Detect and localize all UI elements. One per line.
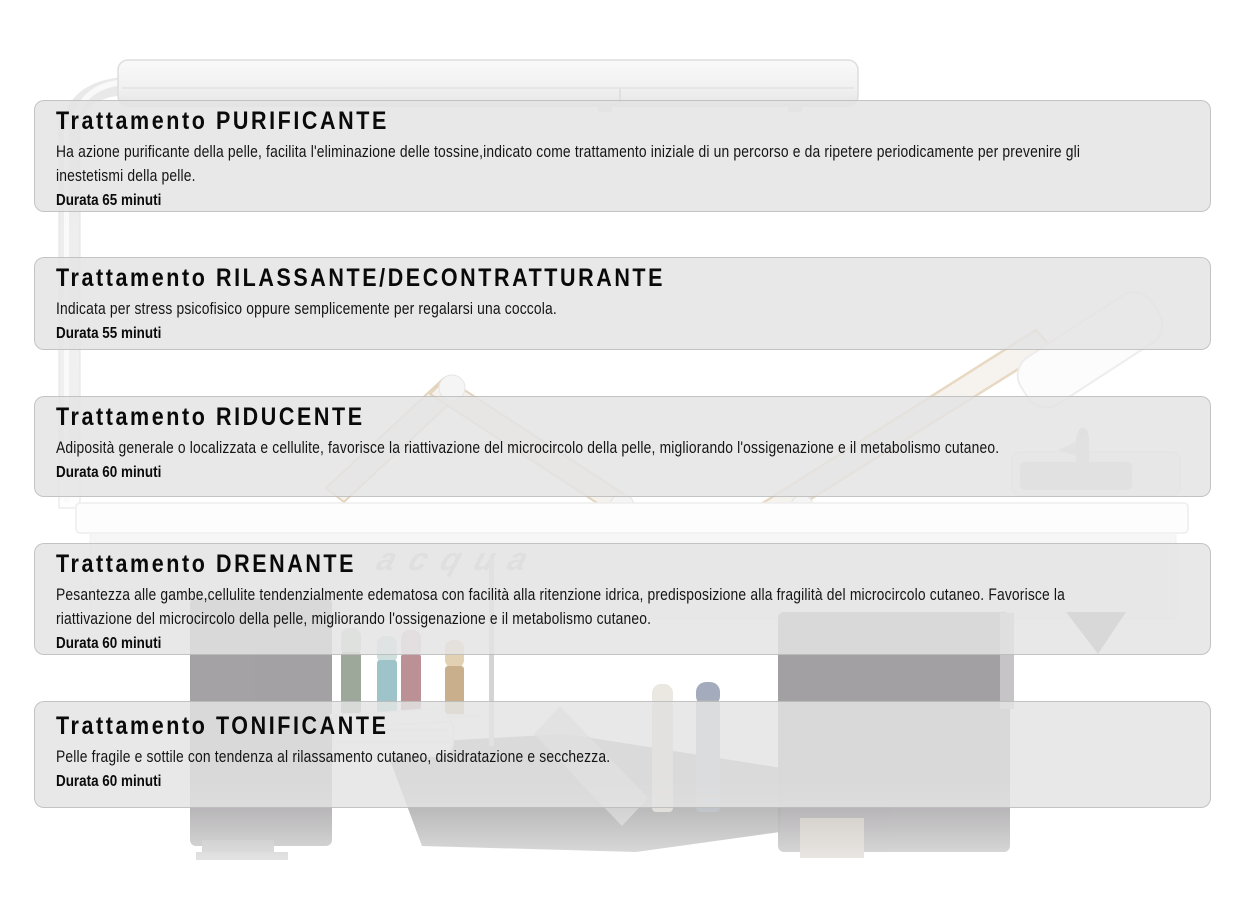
treatment-description: Pesantezza alle gambe,cellulite tendenzialmente edematosa con facilità alla ritenzione idrica, predisposizione alla fragilità del microcircolo cutaneo. Favorisce la riattivazione del microcircolo della pelle, migliorando l'ossigenazione e il metabolismo cutaneo. bbox=[56, 586, 1066, 628]
treatment-duration: Durata 60 minuti bbox=[56, 635, 162, 652]
treatment-card-purificante bbox=[34, 100, 1211, 212]
treatment-card-drenante bbox=[34, 543, 1211, 655]
treatment-body bbox=[56, 140, 1123, 211]
treatment-description: Indicata per stress psicofisico oppure semplicemente per regalarsi una coccola. bbox=[56, 300, 557, 318]
treatment-duration: Durata 60 minuti bbox=[56, 773, 162, 790]
treatment-description: Pelle fragile e sottile con tendenza al rilassamento cutaneo, disidratazione e secchezza. bbox=[56, 748, 611, 766]
treatment-title: Trattamento RIDUCENTE bbox=[56, 403, 365, 431]
treatment-body bbox=[56, 745, 1123, 792]
treatment-body bbox=[56, 436, 1123, 483]
treatment-body bbox=[56, 583, 1123, 654]
treatment-card-tonificante bbox=[34, 701, 1211, 808]
treatment-duration: Durata 60 minuti bbox=[56, 464, 162, 481]
treatment-duration: Durata 65 minuti bbox=[56, 192, 162, 209]
treatment-duration: Durata 55 minuti bbox=[56, 325, 162, 342]
treatment-title: Trattamento RILASSANTE/DECONTRATTURANTE bbox=[56, 264, 666, 292]
treatment-title: Trattamento PURIFICANTE bbox=[56, 107, 389, 135]
treatment-title: Trattamento DRENANTE bbox=[56, 550, 357, 578]
treatment-body bbox=[56, 297, 1123, 344]
treatment-card-rilassante-decontratturante bbox=[34, 257, 1211, 350]
treatment-title: Trattamento TONIFICANTE bbox=[56, 712, 389, 740]
treatment-card-riducente bbox=[34, 396, 1211, 497]
bed-frame-top bbox=[76, 503, 1188, 533]
treatment-description: Adiposità generale o localizzata e cellulite, favorisce la riattivazione del microcircolo della pelle, migliorando l'ossigenazione e il metabolismo cutaneo. bbox=[56, 439, 1000, 457]
treatment-description: Ha azione purificante della pelle, facilita l'eliminazione delle tossine,indicato come trattamento iniziale di un percorso e da ripetere periodicamente per prevenire gli inestetismi della pelle. bbox=[56, 143, 1081, 185]
